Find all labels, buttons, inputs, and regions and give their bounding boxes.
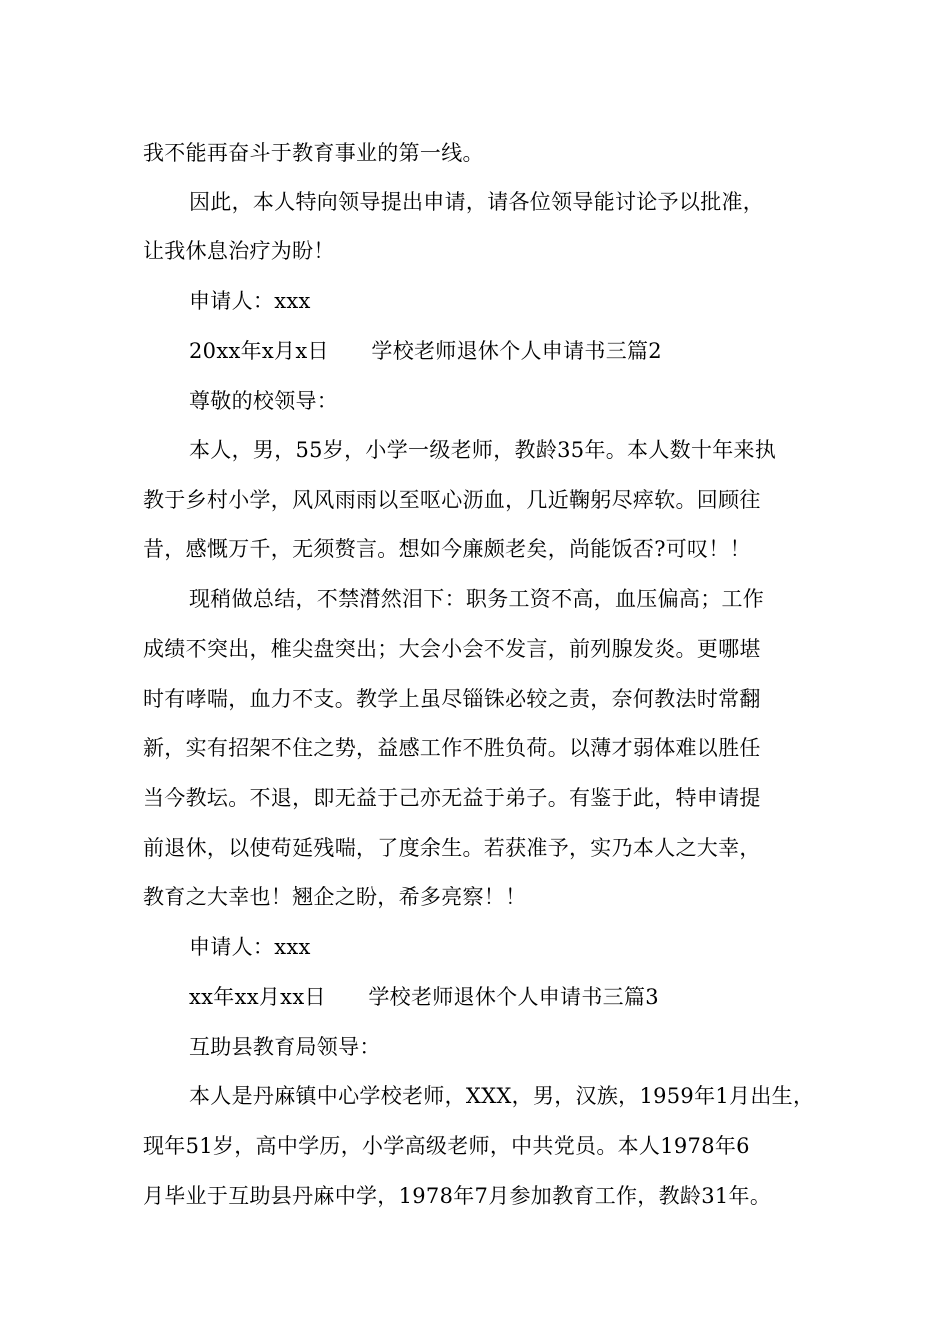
- signature-line: 申请人：xxx: [189, 935, 311, 959]
- paragraph-line: 月毕业于互助县丹麻中学，1978年7月参加教育工作，教龄31年。: [143, 1184, 772, 1208]
- paragraph-line: 当今教坛。不退，即无益于己亦无益于弟子。有鉴于此，特申请提: [143, 786, 761, 810]
- paragraph-line: 时有哮喘，血力不支。教学上虽尽锱铢必较之责，奈何教法时常翻: [143, 687, 761, 711]
- signature-line: 申请人：xxx: [189, 289, 311, 313]
- salutation-line: 尊敬的校领导：: [189, 389, 339, 413]
- paragraph-line: 本人是丹麻镇中心学校老师，XXX，男，汉族，1959年1月出生，: [189, 1084, 815, 1108]
- paragraph-line: 我不能再奋斗于教育事业的第一线。: [143, 141, 484, 165]
- paragraph-line: 成绩不突出，椎尖盘突出；大会小会不发言，前列腺发炎。更哪堪: [143, 637, 761, 661]
- paragraph-line: 因此，本人特向领导提出申请，请各位领导能讨论予以批准，: [189, 190, 765, 214]
- paragraph-line: 本人，男，55岁，小学一级老师，教龄35年。本人数十年来执: [189, 438, 777, 462]
- paragraph-line: 昔，感慨万千，无须赘言。想如今廉颇老矣，尚能饭否?可叹！！: [143, 537, 751, 561]
- paragraph-line: 现年51岁，高中学历，小学高级老师，中共党员。本人1978年6: [143, 1134, 750, 1158]
- date-title-line: xx年xx月xx日 学校老师退休个人申请书三篇3: [189, 985, 659, 1009]
- paragraph-line: 教于乡村小学，风风雨雨以至呕心沥血，几近鞠躬尽瘁软。回顾往: [143, 488, 761, 512]
- paragraph-line: 现稍做总结，不禁潸然泪下：职务工资不高，血压偏高；工作: [189, 587, 765, 611]
- date-title-line: 20xx年x月x日 学校老师退休个人申请书三篇2: [189, 339, 662, 363]
- paragraph-line: 新，实有招架不住之势，益感工作不胜负荷。以薄才弱体难以胜任: [143, 736, 761, 760]
- paragraph-line: 让我休息治疗为盼！: [143, 239, 335, 263]
- paragraph-line: 教育之大幸也！翘企之盼，希多亮察！！: [143, 885, 527, 909]
- salutation-line: 互助县教育局领导：: [189, 1035, 381, 1059]
- paragraph-line: 前退休，以使苟延残喘，了度余生。若获准予，实乃本人之大幸，: [143, 836, 761, 860]
